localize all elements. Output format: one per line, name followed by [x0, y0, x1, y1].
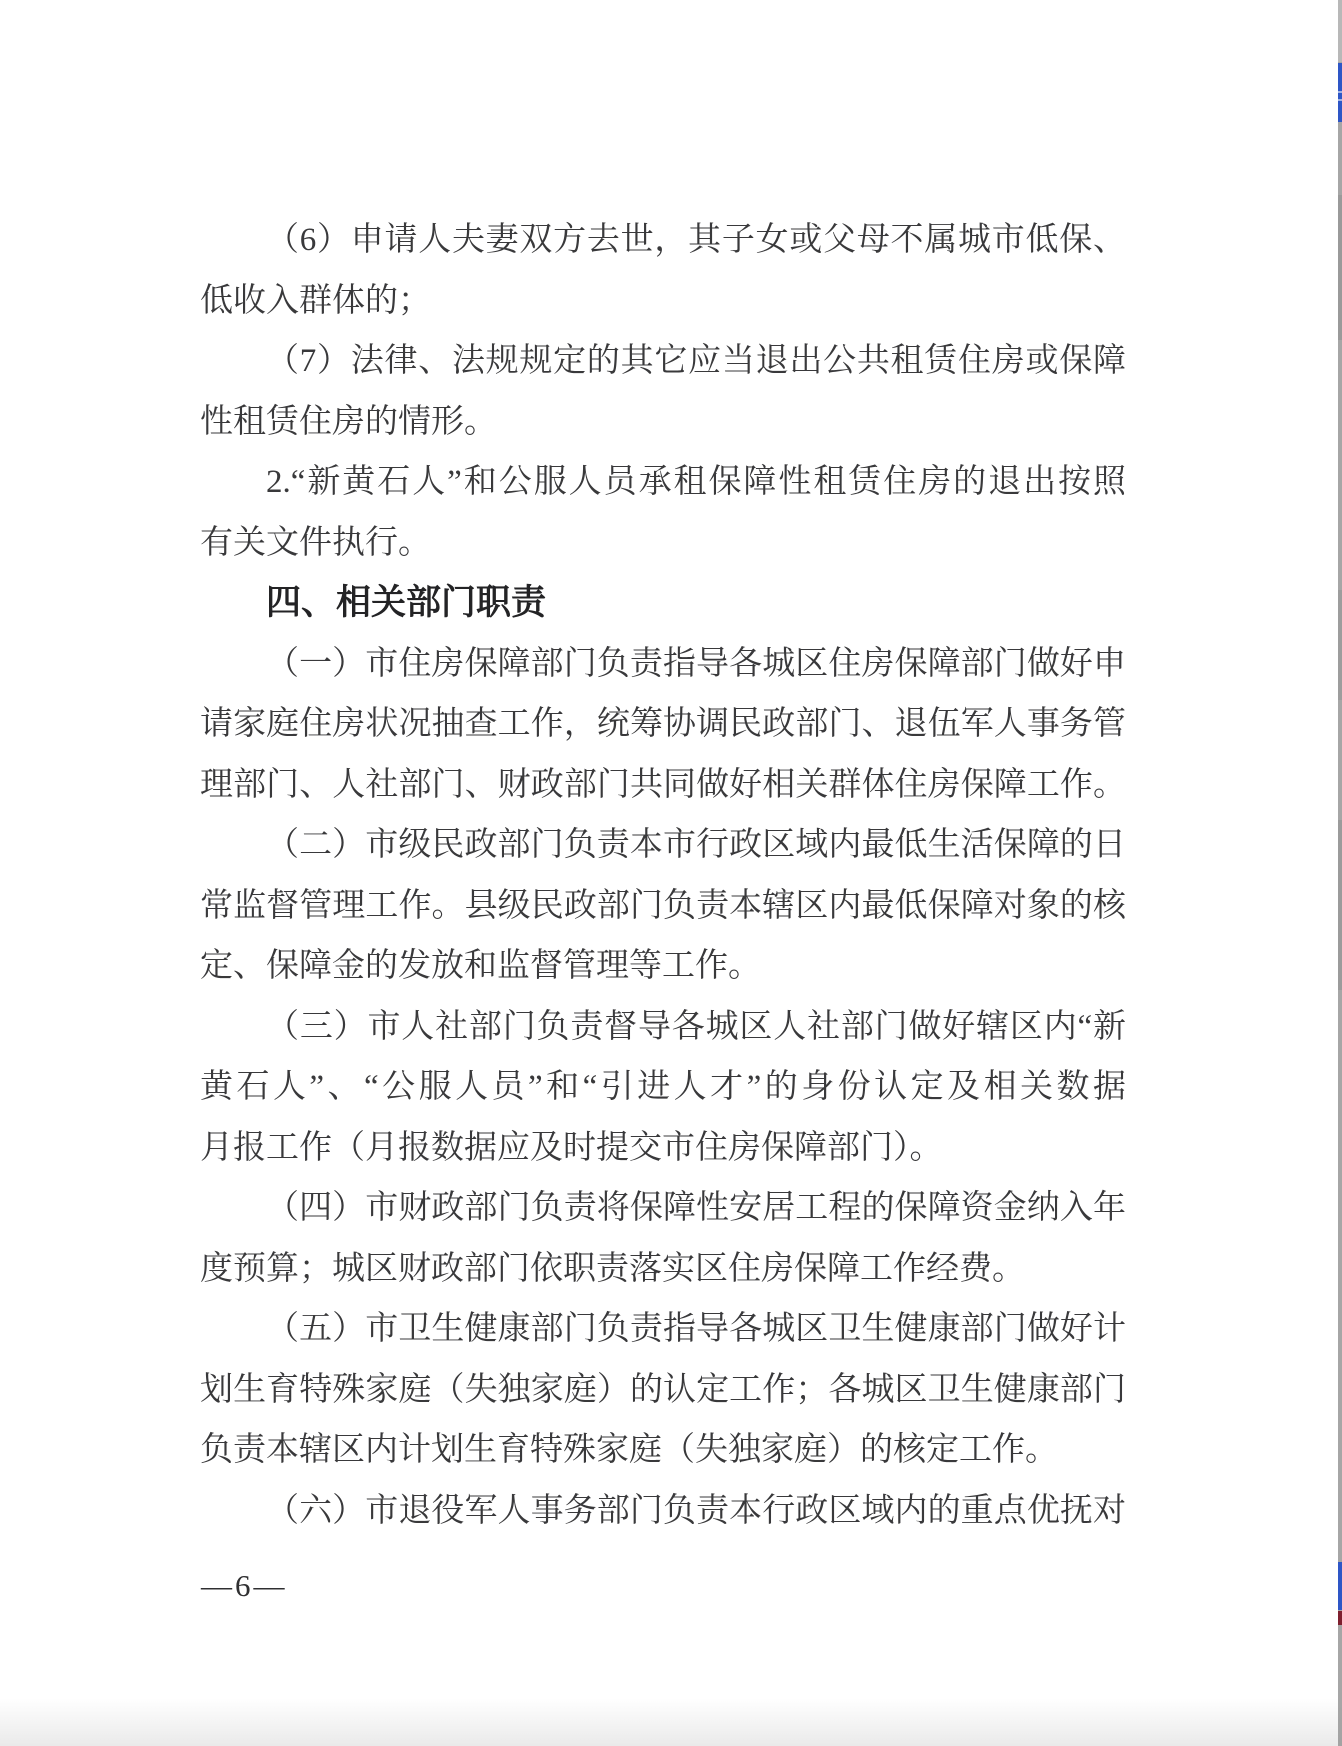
text-line: 有关文件执行。	[200, 524, 431, 561]
text-line: （6）申请人夫妻双方去世，其子女或父母不属城市低保、	[266, 222, 1126, 258]
text-line: （三）市人社部门负责督导各城区人社部门做好辖区内“新	[266, 1008, 1126, 1045]
scan-bottom-shade	[0, 1698, 1342, 1746]
edge-blue-segment-bottom	[1338, 1562, 1342, 1610]
edge-smudge	[1338, 820, 1342, 990]
text-line: 理部门、人社部门、财政部门共同做好相关群体住房保障工作。	[200, 766, 1126, 803]
page-edge-strip	[1338, 0, 1342, 1746]
edge-smudge	[1338, 195, 1342, 340]
edge-smudge	[1338, 590, 1342, 700]
text-line: （7）法律、法规规定的其它应当退出公共租赁住房或保障	[266, 343, 1126, 379]
text-line: 负责本辖区内计划生育特殊家庭（失独家庭）的核定工作。	[200, 1432, 1058, 1468]
document-lines	[200, 210, 1126, 1541]
text-line: 度预算；城区财政部门依职责落实区住房保障工作经费。	[200, 1250, 1025, 1287]
edge-light-segment	[1338, 0, 1342, 62]
section-heading: 四、相关部门职责	[266, 583, 547, 622]
edge-tick	[1338, 99, 1342, 101]
text-line: 月报工作（月报数据应及时提交市住房保障部门）。	[200, 1129, 943, 1166]
edge-tick	[1338, 91, 1342, 93]
edge-red-segment	[1338, 1611, 1342, 1625]
page-number: —6—	[201, 1568, 288, 1603]
edge-blue-segment-top	[1338, 63, 1342, 122]
text-line: 性租赁住房的情形。	[200, 403, 497, 440]
text-line: 请家庭住房状况抽查工作，统筹协调民政部门、退伍军人事务管	[200, 706, 1126, 742]
text-line: 黄石人”、“公服人员”和“引进人才”的身份认定及相关数据	[200, 1069, 1126, 1105]
text-line: （四）市财政部门负责将保障性安居工程的保障资金纳入年	[266, 1190, 1126, 1226]
text-line: （六）市退役军人事务部门负责本行政区域内的重点优抚对	[266, 1492, 1126, 1529]
text-line: 低收入群体的；	[200, 282, 431, 319]
text-line: 定、保障金的发放和监督管理等工作。	[200, 948, 761, 984]
text-line: （五）市卫生健康部门负责指导各城区卫生健康部门做好计	[266, 1311, 1126, 1347]
text-line: 常监督管理工作。县级民政部门负责本辖区内最低保障对象的核	[200, 887, 1126, 924]
text-line: 2.“新黄石人”和公服人员承租保障性租赁住房的退出按照	[266, 464, 1126, 500]
text-line: （二）市级民政部门负责本市行政区域内最低生活保障的日	[266, 827, 1126, 863]
text-line: （一）市住房保障部门负责指导各城区住房保障部门做好申	[266, 645, 1126, 682]
text-line: 划生育特殊家庭（失独家庭）的认定工作；各城区卫生健康部门	[200, 1371, 1126, 1408]
